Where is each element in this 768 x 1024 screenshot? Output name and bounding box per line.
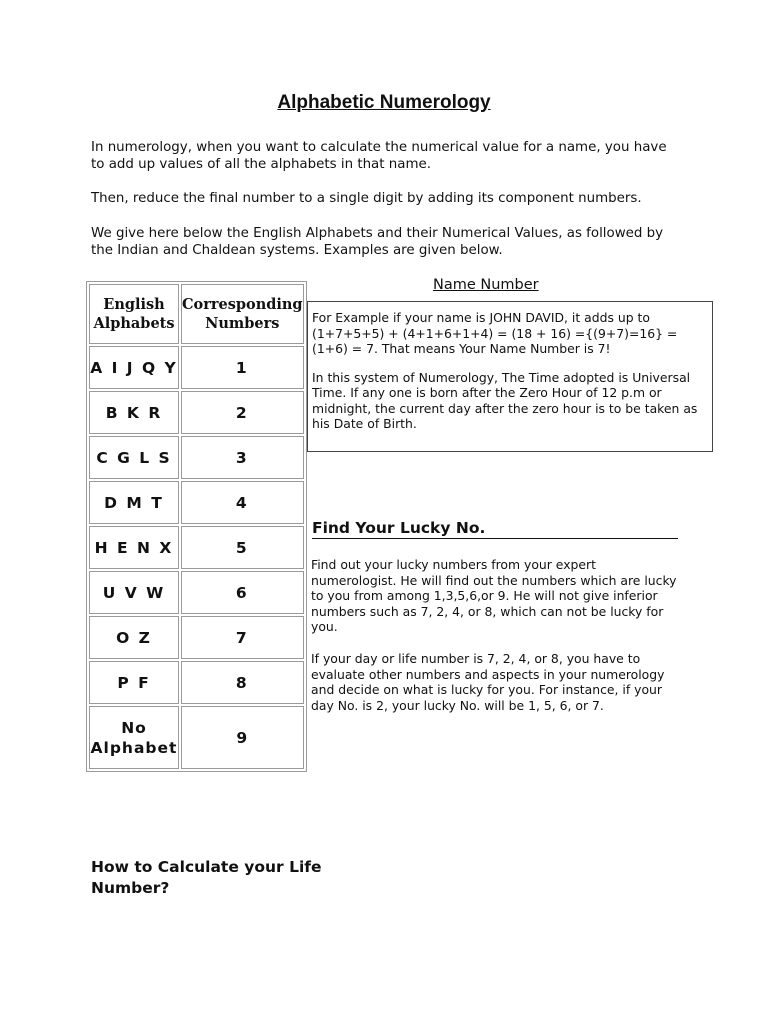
number-cell: 9 — [181, 706, 304, 769]
number-cell: 3 — [181, 436, 304, 479]
letters-cell: P F — [89, 661, 179, 704]
number-cell: 1 — [181, 346, 304, 389]
table-row — [89, 481, 304, 524]
letters-cell: U V W — [89, 571, 179, 614]
table-row — [89, 706, 304, 769]
name-number-example: For Example if your name is JOHN DAVID, it adds up to (1+7+5+5) + (4+1+6+1+4) = (18 + 16) ={(9+7)=16} = (1+6) = 7. That means Your Name Number is 7! — [312, 310, 678, 356]
table-header-row — [89, 284, 304, 344]
letters-cell: H E N X — [89, 526, 179, 569]
table-row — [89, 571, 304, 614]
letters-cell: A I J Q Y — [89, 346, 179, 389]
letters-cell: D M T — [89, 481, 179, 524]
letters-cell: No Alphabet — [89, 706, 179, 769]
name-number-time-note: In this system of Numerology, The Time adopted is Universal Time. If any one is born after the Zero Hour of 12 p.m or midnight, the current day after the zero hour is to be taken as his Date of Birth. — [312, 369, 698, 431]
intro-paragraph: We give here below the English Alphabets and their Numerical Values, as followed by the Indian and Chaldean systems. Examples are given below. — [91, 226, 664, 258]
intro-paragraph: In numerology, when you want to calculate the numerical value for a name, you have to add up values of all the alphabets in that name. — [91, 140, 667, 172]
table-row — [89, 526, 304, 569]
number-cell: 8 — [181, 661, 304, 704]
table-row — [89, 661, 304, 704]
table-row — [89, 436, 304, 479]
lucky-number-heading: Find Your Lucky No. — [312, 519, 678, 539]
name-number-box — [307, 301, 713, 452]
intro-paragraph: Then, reduce the final number to a single digit by adding its component numbers. — [91, 191, 642, 206]
header-corresponding-numbers: Corresponding Numbers — [181, 284, 304, 344]
letters-cell: O Z — [89, 616, 179, 659]
number-cell: 6 — [181, 571, 304, 614]
page-title: Alphabetic Numerology — [277, 92, 491, 113]
life-number-heading: How to Calculate your Life Number? — [91, 858, 322, 897]
letters-cell: C G L S — [89, 436, 179, 479]
table-row — [89, 346, 304, 389]
letters-cell: B K R — [89, 391, 179, 434]
number-cell: 4 — [181, 481, 304, 524]
header-english-alphabets: English Alphabets — [89, 284, 179, 344]
table-row — [89, 391, 304, 434]
lucky-paragraph: If your day or life number is 7, 2, 4, or 8, you have to evaluate other numbers and aspects in your numerology and decide on what is lucky for you. For instance, if your day No. is 2, your lucky No. will be 1, 5, 6, or 7. — [311, 651, 665, 713]
number-cell: 2 — [181, 391, 304, 434]
name-number-heading: Name Number — [433, 277, 539, 293]
lucky-paragraph: Find out your lucky numbers from your expert numerologist. He will find out the numbers which are lucky to you from among 1,3,5,6,or 9. He will not give inferior numbers such as 7, 2, 4, or 8, which can not be lucky for you. — [311, 557, 677, 634]
table-row — [89, 616, 304, 659]
number-cell: 5 — [181, 526, 304, 569]
number-cell: 7 — [181, 616, 304, 659]
alphabet-number-table — [86, 281, 307, 772]
